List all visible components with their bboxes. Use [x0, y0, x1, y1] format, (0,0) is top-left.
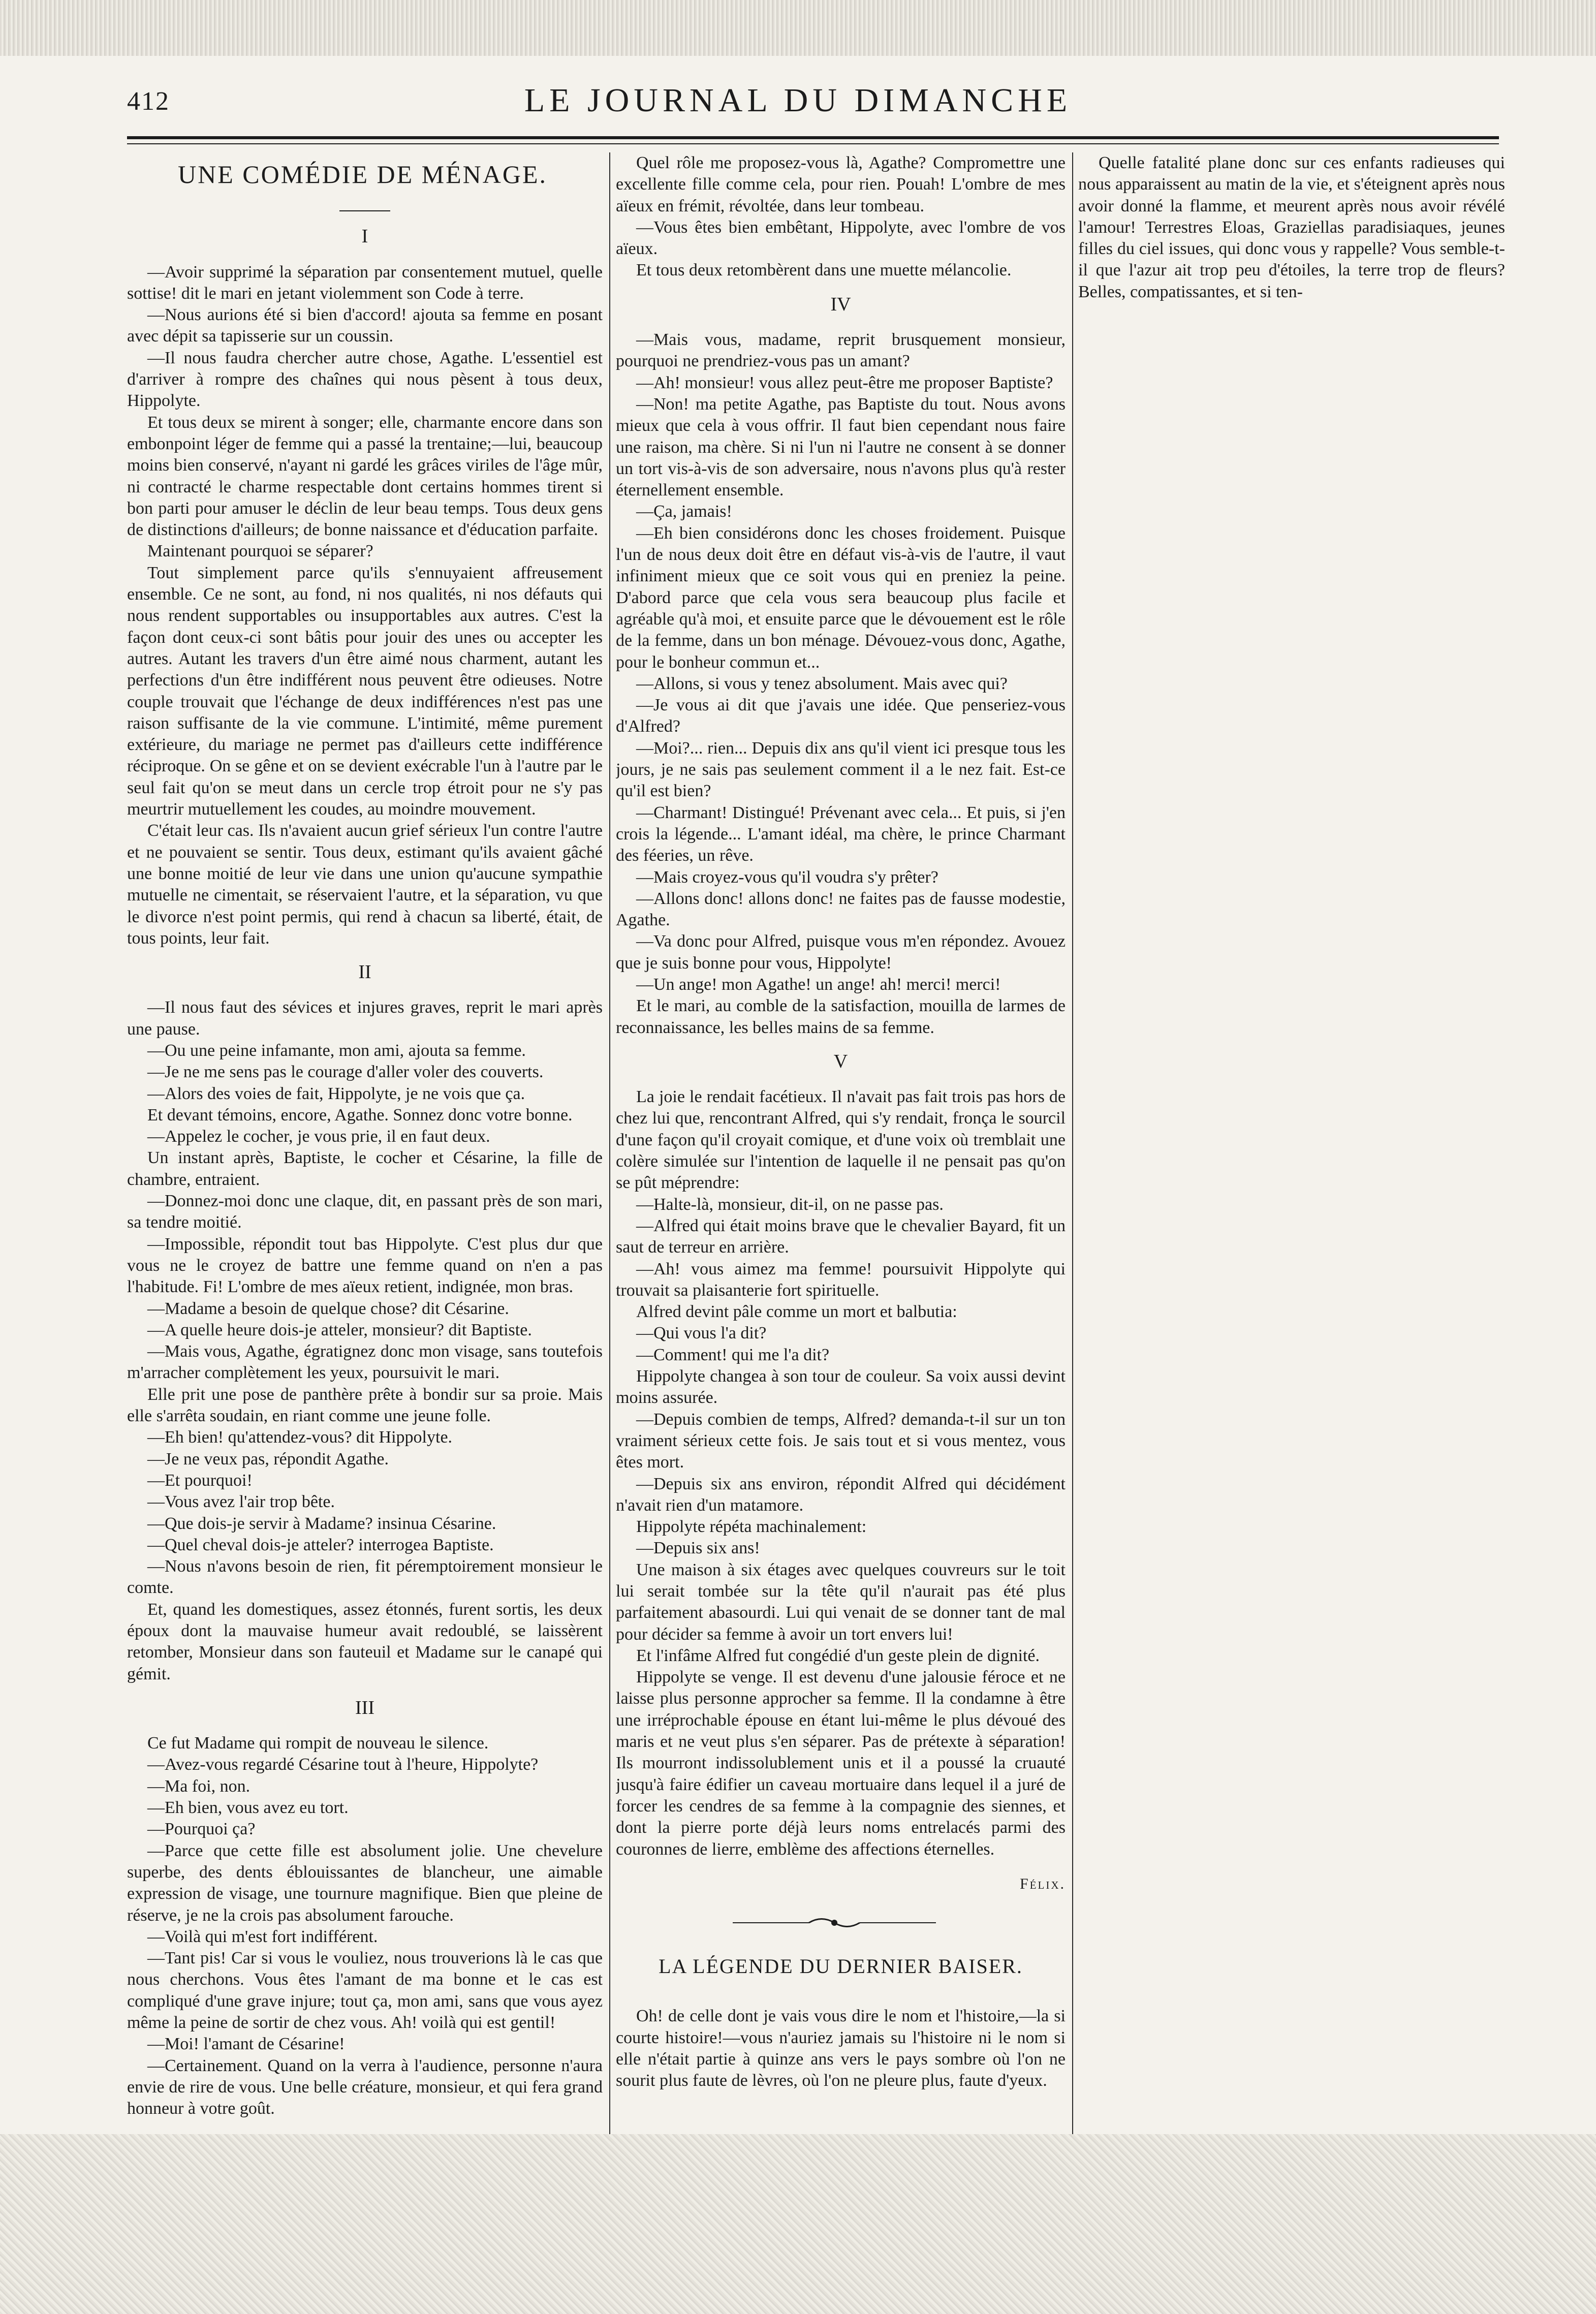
paragraph: Hippolyte se venge. Il est devenu d'une jalousie féroce et ne laisse plus personne approcher sa femme. Il la condamne à être une irréprochable épouse en étant lui-même le plus dévoué des maris et ne veut plus s'en séparer. Pas de prétexte à séparation! Ils mourront indissolublement unis et il a poussé la cruauté jusqu'à faire édifier un caveau mortuaire dans lequel il a juré de forcer les cendres de sa femme à la compagnie des siennes, et dont la pierre porte déjà leurs noms entrelacés parmi des couronnes de lierre, emblème des affections éternelles.: [616, 1668, 1066, 1859]
paragraph: —Qui vous l'a dit?: [636, 1324, 767, 1343]
column-2: [616, 152, 1066, 2134]
header-rule-thin: [127, 143, 1499, 144]
paragraph: —Je ne veux pas, répondit Agathe.: [147, 1449, 389, 1468]
paragraph: —Depuis combien de temps, Alfred? demanda-t-il sur un ton vraiment sérieux cette fois. Je sais tout et si vous mentez, vous êtes mort.: [616, 1410, 1066, 1472]
paragraph: —Nous aurions été si bien d'accord! ajouta sa femme en posant avec dépit sa tapisserie sur un coussin.: [127, 305, 603, 346]
section-number: IV: [830, 293, 851, 315]
scan-noise-bottom: [0, 2134, 1596, 2314]
paragraph: —Depuis six ans environ, répondit Alfred qui décidément n'avait rien d'un matamore.: [616, 1474, 1066, 1515]
paragraph: La joie le rendait facétieux. Il n'avait pas fait trois pas hors de chez lui que, rencontrant Alfred, qui s'y rendait, fronça le sourcil d'une façon qu'il croyait comique, et d'une voix où tremblait une colère simulée sur l'intention de laquelle il ne pensait pas qu'on se pût méprendre:: [616, 1087, 1066, 1193]
paragraph: Et tous deux retombèrent dans une muette mélancolie.: [636, 261, 1012, 280]
paragraph: —Certainement. Quand on la verra à l'audience, personne n'aura envie de rire de vous. Une belle créature, monsieur, et qui fera grand honneur à votre goût.: [127, 2056, 603, 2118]
paragraph: —Que dois-je servir à Madame? insinua Césarine.: [147, 1514, 496, 1533]
paragraph: —Voilà qui m'est fort indifférent.: [147, 1927, 378, 1946]
paragraph: —Charmant! Distingué! Prévenant avec cela... Et puis, si j'en crois la légende... L'amant idéal, ma chère, le prince Charmant des féeries, un rêve.: [616, 803, 1066, 865]
paragraph: —Tant pis! Car si vous le vouliez, nous trouverions là le cas que nous cherchons. Vous êtes l'amant de ma bonne et le cas est compliqué d'une grave injure; tout ça, mon ami, sans que vous ayez même la peine de sortir de chez vous. Ah! voilà qui est gentil!: [127, 1949, 603, 2032]
section-number: II: [358, 961, 371, 983]
paragraph: —Mais croyez-vous qu'il voudra s'y prêter?: [636, 867, 938, 887]
paragraph: Maintenant pourquoi se séparer?: [147, 542, 373, 561]
paragraph: Et tous deux se mirent à songer; elle, charmante encore dans son embonpoint léger de femme qui a passé la trentaine;—lui, beaucoup moins bien conservé, n'ayant ni gardé les grâces viriles de l'âge mûr, ni contracté le charme respectable dont certains hommes tirent si bon parti pour amuser le déclin de leur beau temps. Tous deux gens de distinctions d'ailleurs; de bonne naissance et d'éducation parfaite.: [127, 413, 603, 540]
paragraph: Un instant après, Baptiste, le cocher et Césarine, la fille de chambre, entraient.: [127, 1148, 603, 1189]
paragraph: —Madame a besoin de quelque chose? dit Césarine.: [147, 1299, 509, 1318]
paragraph: —Moi! l'amant de Césarine!: [147, 2035, 345, 2054]
paragraph: —Alors des voies de fait, Hippolyte, je ne vois que ça.: [147, 1084, 525, 1103]
paragraph: —Donnez-moi donc une claque, dit, en passant près de son mari, sa tendre moitié.: [127, 1192, 603, 1232]
paragraph: Hippolyte changea à son tour de couleur. Sa voix aussi devint moins assurée.: [616, 1367, 1066, 1408]
paragraph: —Impossible, répondit tout bas Hippolyte. C'est plus dur que vous ne le croyez de battre une femme quand on n'en a pas l'habitude. Fi! L'ombre de mes aïeux retient, indignée, mon bras.: [127, 1234, 603, 1297]
page-number: 412: [127, 87, 170, 116]
paragraph: —Ah! vous aimez ma femme! poursuivit Hippolyte qui trouvait sa plaisanterie fort spirituelle.: [616, 1259, 1066, 1300]
paragraph: —Eh bien! qu'attendez-vous? dit Hippolyte.: [147, 1428, 453, 1447]
paragraph: —Vous êtes bien embêtant, Hippolyte, avec l'ombre de vos aïeux.: [616, 217, 1066, 259]
title-rule: [339, 210, 390, 211]
paragraph: —Ma foi, non.: [147, 1776, 251, 1796]
scan-noise-top: [0, 0, 1596, 56]
paragraph: —Ou une peine infamante, mon ami, ajouta sa femme.: [147, 1041, 526, 1060]
journal-title: LE JOURNAL DU DIMANCHE: [524, 82, 1072, 119]
paragraph: —Allons, si vous y tenez absolument. Mais avec qui?: [636, 674, 1008, 693]
paragraph: —Quel cheval dois-je atteler? interrogea Baptiste.: [147, 1535, 494, 1554]
paragraph: —Ça, jamais!: [636, 502, 732, 521]
paragraph: —Parce que cette fille est absolument jolie. Une chevelure superbe, des dents éblouissantes de blancheur, une aimable expression de visage, une tournure magnifique. Bien que pleine de réserve, je ne la crois pas absolument farouche.: [127, 1841, 603, 1925]
paragraph: Et devant témoins, encore, Agathe. Sonnez donc votre bonne.: [147, 1105, 573, 1124]
paragraph: Oh! de celle dont je vais vous dire le nom et l'histoire,—la si courte histoire!—vous n'auriez jamais su l'histoire ni le nom si elle n'était partie à quinze ans vers le pays sombre où l'on ne sourit plus faute de lèvres, où l'on ne pleure plus, faute d'yeux.: [616, 2007, 1066, 2090]
paragraph: —Halte-là, monsieur, dit-il, on ne passe pas.: [636, 1195, 944, 1214]
paragraph: —Appelez le cocher, je vous prie, il en faut deux.: [147, 1127, 490, 1146]
paragraph: —Comment! qui me l'a dit?: [636, 1345, 830, 1364]
paragraph: —Pourquoi ça?: [147, 1820, 256, 1839]
section-number: III: [355, 1697, 374, 1718]
section-ornament: [616, 1895, 1066, 1956]
paragraph: —A quelle heure dois-je atteler, monsieur? dit Baptiste.: [147, 1320, 532, 1339]
paragraph: Elle prit une pose de panthère prête à bondir sur sa proie. Mais elle s'arrêta soudain, en riant comme une jeune folle.: [127, 1385, 603, 1426]
paragraph: —Je ne me sens pas le courage d'aller voler des couverts.: [147, 1062, 544, 1082]
paragraph: Tout simplement parce qu'ils s'ennuyaient affreusement ensemble. Ce ne sont, au fond, ni nos qualités, ni nos défauts qui nous rendent supportables ou insupportables aux autres. C'est la façon dont ceux-ci sont bâtis pour jouir des unes ou accepter les autres. Autant les travers d'un être aimé nous charment, autant les perfections d'un être indifférent nous peuvent être odieuses. Notre couple trouvait que l'échange de deux indifférences n'est pas une raison suffisante de la vie commune. L'intimité, même purement extérieure, du mariage ne permet pas d'ailleurs cette indifférence réciproque. On se gêne et on se devient exécrable l'un à l'autre par le seul fait qu'on se meut dans un cercle trop étroit pour ne s'y pas meurtrir mutuellement les coudes, au moindre mouvement.: [127, 563, 603, 819]
paragraph: —Moi?... rien... Depuis dix ans qu'il vient ici presque tous les jours, je ne sais pas seulement comment il a le nez fait. Est-ce qu'il est bien?: [616, 738, 1066, 801]
paragraph: —Eh bien, vous avez eu tort.: [147, 1798, 349, 1818]
paragraph: —Va donc pour Alfred, puisque vous m'en répondez. Avouez que je suis bonne pour vous, Hippolyte!: [616, 932, 1066, 973]
paragraph: —Mais vous, Agathe, égratignez donc mon visage, sans toutefois m'arracher complètement les yeux, poursuivit le mari.: [127, 1342, 603, 1383]
paragraph: —Mais vous, madame, reprit brusquement monsieur, pourquoi ne prendriez-vous pas un amant?: [616, 330, 1066, 371]
section-number: V: [833, 1050, 848, 1072]
paragraph: C'était leur cas. Ils n'avaient aucun grief sérieux l'un contre l'autre et ne pouvaient se sentir. Tous deux, estimant qu'ils avaient gâché une bonne moitié de leur vie dans une union qu'aucune sympathie mutuelle ne cimentait, se réservaient l'autre, et la séparation, vu que le divorce n'est point permis, qui rend à chacun sa liberté, était, de tous points, leur fait.: [127, 821, 603, 948]
column-1: [127, 152, 603, 2134]
paragraph: Et, quand les domestiques, assez étonnés, furent sortis, les deux époux dont la mauvaise humeur avait redoublé, se laissèrent retomber, Monsieur dans son fauteuil et Madame sur le canapé qui gémit.: [127, 1600, 603, 1683]
paragraph: Et le mari, au comble de la satisfaction, mouilla de larmes de reconnaissance, les belles mains de sa femme.: [616, 996, 1066, 1037]
paragraph: Alfred devint pâle comme un mort et balbutia:: [636, 1302, 957, 1322]
paragraph: —Depuis six ans!: [636, 1539, 760, 1558]
paragraph: —Il nous faudra chercher autre chose, Agathe. L'essentiel est d'arriver à rompre des chaînes qui nous pèsent à tous deux, Hippolyte.: [127, 348, 603, 411]
column-divider: [609, 152, 610, 2134]
paragraph: Quelle fatalité plane donc sur ces enfants radieuses qui nous apparaissent au matin de la vie, et s'éteignent après nous avoir donné la flamme, et meurent après nous avoir révélé l'amour! Terrestres Eloas, Graziellas paradisiaques, jeunes filles du ciel issues, qui donc vous y rappelle? Vous semble-t-il que l'azur ait trop peu d'étoiles, la terre trop de fleurs? Belles, compatissantes, et si ten-: [1078, 153, 1505, 301]
article-title-2: LA LÉGENDE DU DERNIER BAISER.: [659, 1955, 1023, 1978]
section-number: I: [361, 226, 368, 247]
paragraph: Hippolyte répéta machinalement:: [636, 1517, 867, 1537]
column-3: [1078, 152, 1505, 2134]
paragraph: —Ah! monsieur! vous allez peut-être me proposer Baptiste?: [636, 373, 1053, 392]
paragraph: —Vous avez l'air trop bête.: [147, 1492, 335, 1512]
paragraph: Quel rôle me proposez-vous là, Agathe? Compromettre une excellente fille comme cela, pour rien. Pouah! L'ombre de mes aïeux en frémit, révoltée, dans leur tombeau.: [616, 153, 1066, 215]
paragraph: Ce fut Madame qui rompit de nouveau le silence.: [147, 1734, 489, 1753]
paragraph: —Avoir supprimé la séparation par consentement mutuel, quelle sottise! dit le mari en jetant violemment son Code à terre.: [127, 262, 603, 303]
paragraph: —Eh bien considérons donc les choses froidement. Puisque l'un de nous deux doit être en défaut vis-à-vis de l'autre, il vaut infiniment mieux que ce soit vous qui en preniez la peine. D'abord parce que cela vous sera beaucoup plus facile et agréable qu'à moi, et ensuite parce que le dévouement est le rôle de la femme, dans un bon ménage. Dévouez-vous donc, Agathe, pour le bonheur commun et...: [616, 523, 1066, 672]
paragraph: Et l'infâme Alfred fut congédié d'un geste plein de dignité.: [636, 1646, 1040, 1665]
article-title: UNE COMÉDIE DE MÉNAGE.: [178, 160, 548, 189]
paragraph: —Allons donc! allons donc! ne faites pas de fausse modestie, Agathe.: [616, 889, 1066, 930]
paragraph: —Il nous faut des sévices et injures graves, reprit le mari après une pause.: [127, 998, 603, 1039]
paragraph: —Avez-vous regardé Césarine tout à l'heure, Hippolyte?: [147, 1755, 539, 1774]
paragraph: Une maison à six étages avec quelques couvreurs sur le toit lui serait tombée sur la tête qu'il n'aurait pas été plus parfaitement abasourdi. Lui qui venait de se donner tant de mal pour décider sa femme à avoir un tort envers lui!: [616, 1560, 1066, 1644]
column-divider: [1072, 152, 1073, 2134]
paragraph: —Alfred qui était moins brave que le chevalier Bayard, fit un saut de terreur en arrière.: [616, 1216, 1066, 1257]
author-signature: Félix.: [1020, 1875, 1066, 1892]
paragraph: —Non! ma petite Agathe, pas Baptiste du tout. Nous avons mieux que cela à vous offrir. Il faut bien cependant nous faire une raison, ma chère. Si ni l'un ni l'autre ne consent à se donner un tort vis-à-vis de son adversaire, nous n'avons plus qu'à rester éternellement ensemble.: [616, 394, 1066, 500]
paragraph: —Et pourquoi!: [147, 1471, 253, 1490]
header-rule: [127, 136, 1499, 139]
paragraph: —Nous n'avons besoin de rien, fit péremptoirement monsieur le comte.: [127, 1557, 603, 1598]
paragraph: —Un ange! mon Agathe! un ange! ah! merci! merci!: [636, 975, 1001, 994]
paragraph: —Je vous ai dit que j'avais une idée. Que penseriez-vous d'Alfred?: [616, 696, 1066, 736]
